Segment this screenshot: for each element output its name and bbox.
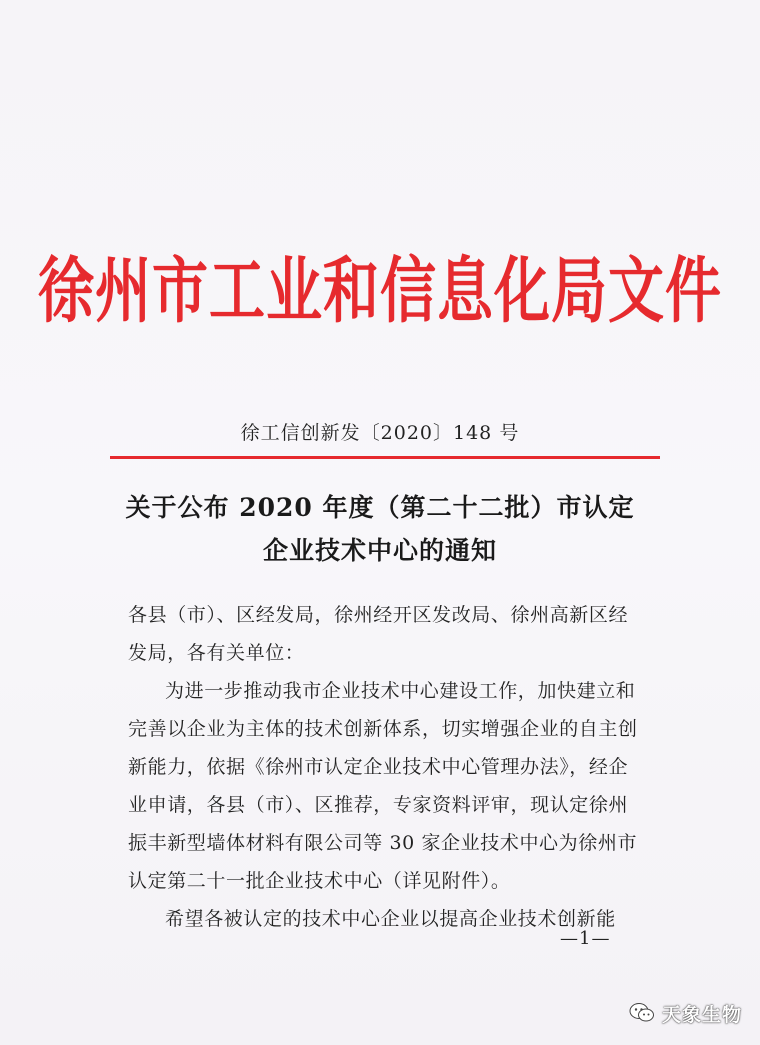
body-line-7: 振丰新型墙体材料有限公司等 30 家企业技术中心为徐州市 [128, 832, 638, 854]
body-line-8: 认定第二十一批企业技术中心（详见附件）。 [128, 870, 511, 892]
body-line-1: 各县（市）、区经发局，徐州经开区发改局、徐州高新区经 [128, 604, 629, 626]
body-line-6: 业申请，各县（市）、区推荐，专家资料评审，现认定徐州 [128, 794, 629, 816]
body-line-9: 希望各被认定的技术中心企业以提高企业技术创新能 [165, 908, 616, 930]
body-line-2: 发局，各有关单位： [128, 642, 305, 664]
notice-title-line-2: 企业技术中心的通知 [262, 536, 497, 565]
watermark-label: 天象生物 [662, 1003, 743, 1026]
body-line-3: 为进一步推动我市企业技术中心建设工作，加快建立和 [165, 680, 636, 702]
body-line-4: 完善以企业为主体的技术创新体系，切实增强企业的自主创 [128, 718, 638, 740]
wechat-icon [628, 1001, 656, 1025]
page-number: —1— [560, 928, 611, 949]
watermark [628, 1000, 742, 1026]
notice-title-line-1: 关于公布 2020 年度（第二十二批）市认定 [125, 493, 635, 522]
body-line-5: 新能力，依据《徐州市认定企业技术中心管理办法》，经企 [128, 756, 629, 778]
red-divider-line [110, 456, 660, 459]
document-header-title: 徐州市工业和信息化局文件 [38, 249, 722, 334]
document-number: 徐工信创新发〔2020〕148 号 [240, 422, 520, 444]
